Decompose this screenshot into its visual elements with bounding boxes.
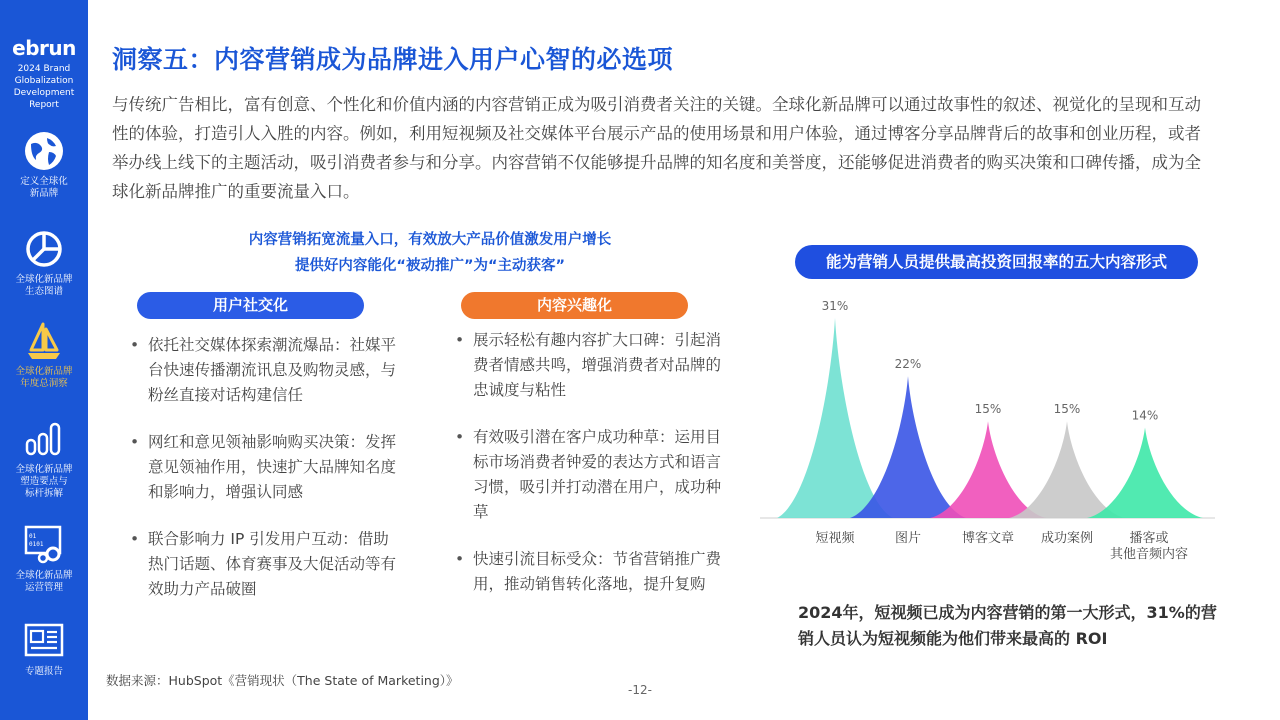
chart-value-label: 15%: [974, 402, 1002, 417]
report-line: Report: [29, 100, 59, 110]
chart-caption: 2024年，短视频已成为内容营销的第一大形式，31%的营销人员认为短视频能为他们带来最高的 ROI: [798, 603, 1217, 648]
chart-value-label: 22%: [894, 357, 922, 372]
sidebar: [0, 0, 88, 720]
column-title-interest: 内容兴趣化: [461, 292, 688, 319]
data-source: 数据来源：HubSpot《营销现状（The State of Marketing）》: [106, 673, 459, 688]
chart-category-label: 短视频: [815, 531, 855, 546]
sidebar-item-label: [0, 570, 88, 594]
chart-title: 能为营销人员提供最高投资回报率的五大内容形式: [795, 245, 1198, 279]
ebrun-logo: ebrun: [12, 36, 76, 60]
sidebar-label-line: 标杆拆解: [24, 488, 63, 499]
sidebar-label-line: 定义全球化: [20, 176, 68, 187]
sailboat-icon: [23, 320, 65, 362]
bar-chart-icon: [23, 418, 65, 460]
sidebar-item-label: [0, 176, 88, 200]
report-line: 2024 Brand: [17, 64, 71, 74]
sidebar-item-label: [0, 666, 88, 678]
social-bullet-list: [130, 333, 400, 624]
sidebar-label-line: 新品牌: [29, 188, 59, 199]
sidebar-label-line: 运营管理: [24, 582, 63, 593]
chart-value-label: 15%: [1053, 402, 1081, 417]
chart-spike: [1087, 428, 1203, 518]
newspaper-icon: [23, 620, 65, 662]
intro-paragraph: 与传统广告相比，富有创意、个性化和价值内涵的内容营销正成为吸引消费者关注的关键。全球化新品牌可以通过故事性的叙述、视觉化的呈现和互动性的体验，打造引人入胜的内容。例如，利用短视频及社交媒体平台展示产品的使用场景和用户体验，通过博客分享品牌背后的故事和创业历程，或者举办线上线下的主题活动，吸引消费者参与和分享。内容营销不仅能够提升品牌的知名度和美誉度，还能够促进消费者的购买决策和口碑传播，成为全球化新品牌推广的重要流量入口。: [112, 95, 1201, 201]
list-item: • 依托社交媒体探索潮流爆品：社媒平台快速传播潮流讯息及购物灵感，与粉丝直接对话构建信任: [130, 333, 400, 408]
sidebar-item-ecosystem[interactable]: [0, 228, 88, 298]
sidebar-item-label: [0, 274, 88, 298]
interest-bullet-list: [455, 328, 725, 619]
chart-category-label: 播客或: [1129, 531, 1169, 546]
sidebar-item-define-brand[interactable]: [0, 130, 88, 200]
sidebar-label-line: 塑造要点与: [20, 476, 68, 487]
chart-spike: [777, 318, 893, 518]
list-item: • 有效吸引潜在客户成功种草：运用目标市场消费者钟爱的表达方式和语言习惯，吸引并打动潜在用户，成功种草: [455, 425, 725, 525]
sidebar-label-line: 全球化新品牌: [15, 464, 73, 475]
page-title: 洞察五：内容营销成为品牌进入用户心智的必选项: [112, 45, 674, 74]
report-line: Globalization: [14, 76, 74, 86]
section-heading-line: 内容营销拓宽流量入口，有效放大产品价值激发用户增长: [248, 232, 612, 248]
chart-category-label: 图片: [894, 531, 922, 546]
roi-content-chart: [760, 290, 1220, 570]
globe-icon: [23, 130, 65, 172]
sidebar-label-line: 全球化新品牌: [15, 366, 73, 377]
sidebar-label-line: 年度总洞察: [20, 378, 68, 389]
list-item: • 展示轻松有趣内容扩大口碑：引起消费者情感共鸣，增强消费者对品牌的忠诚度与粘性: [455, 328, 725, 403]
svg-text:01: 01: [29, 533, 37, 540]
chart-category-label: 成功案例: [1040, 531, 1094, 546]
section-heading: [140, 227, 720, 279]
list-item: • 联合影响力 IP 引发用户互动：借助热门话题、体育赛事及大促活动等有效助力产品破圈: [130, 527, 400, 602]
sidebar-label-line: 全球化新品牌: [15, 274, 73, 285]
report-line: Development: [13, 88, 75, 98]
page-number: -12-: [628, 683, 652, 697]
sidebar-item-label: [0, 464, 88, 500]
sidebar-item-operations[interactable]: [0, 524, 88, 594]
sidebar-item-brand-building[interactable]: [0, 418, 88, 500]
section-heading-line: 提供好内容能化“被动推广”为“主动获客”: [294, 258, 566, 274]
pie-chart-icon: [23, 228, 65, 270]
chart-category-label: 博客文章: [961, 531, 1015, 546]
chart-category-label: 其他音频内容: [1109, 547, 1189, 562]
chart-spike: [1009, 421, 1125, 518]
sidebar-item-special-report[interactable]: [0, 620, 88, 678]
list-item: • 快速引流目标受众：节省营销推广费用，推动销售转化落地，提升复购: [455, 547, 725, 597]
report-subtitle: [0, 63, 88, 111]
sidebar-item-label: [0, 366, 88, 390]
column-title-social: 用户社交化: [137, 292, 364, 319]
sidebar-label-line: 专题报告: [24, 666, 63, 677]
chart-value-label: 14%: [1131, 408, 1159, 423]
sidebar-item-annual-insight[interactable]: [0, 320, 88, 390]
list-item: • 网红和意见领袖影响购买决策：发挥意见领袖作用，快速扩大品牌知名度和影响力，增强认同感: [130, 430, 400, 505]
sidebar-label-line: 全球化新品牌: [15, 570, 73, 581]
sidebar-label-line: 生态图谱: [24, 286, 63, 297]
chart-value-label: 31%: [821, 299, 849, 313]
svg-text:0101: 0101: [29, 541, 44, 548]
gears-icon: [23, 524, 65, 566]
